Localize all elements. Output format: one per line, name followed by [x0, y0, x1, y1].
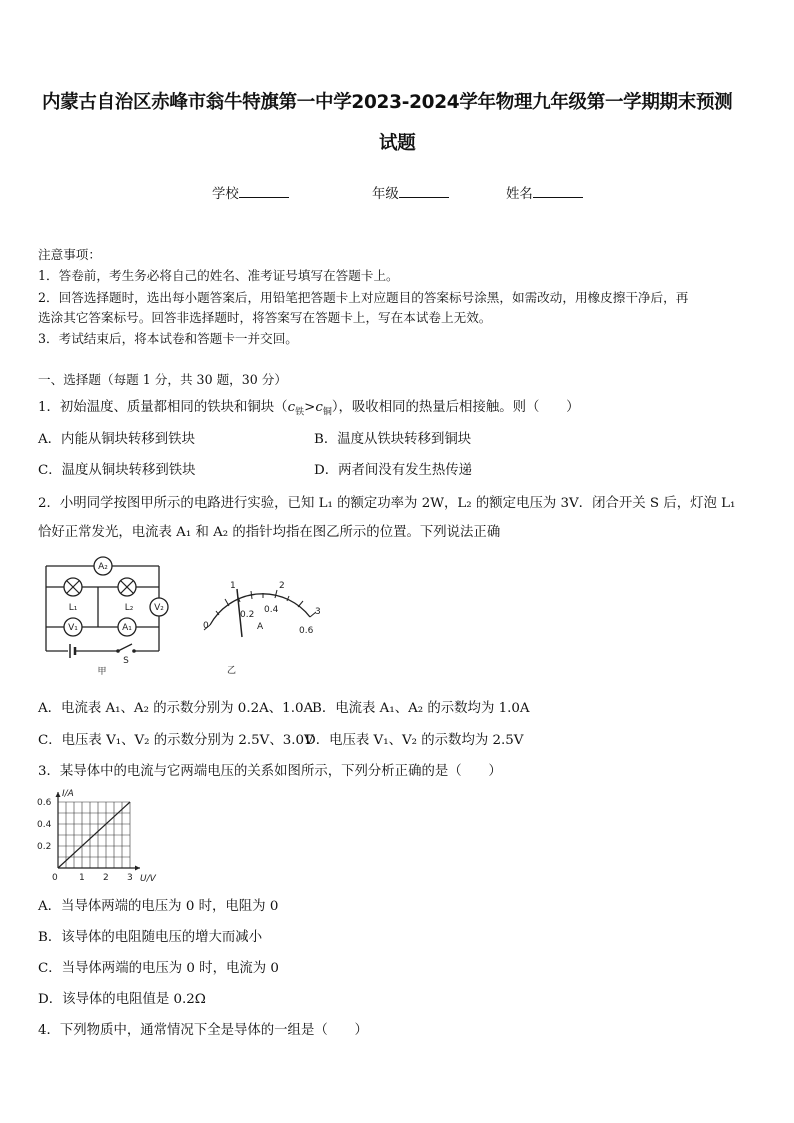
dial-outer-tick: 3: [315, 607, 321, 617]
name-label: 姓名: [506, 187, 533, 202]
option-b: B．电流表 A₁、A₂ 的示数均为 1.0A: [312, 701, 530, 716]
y-axis-label: I/A: [62, 789, 74, 799]
section-heading: 一、选择题（每题 1 分，共 30 题，30 分）: [38, 372, 287, 387]
school-label: 学校: [212, 187, 239, 202]
x-tick-label: 0: [52, 873, 58, 883]
question-3-stem: 3．某导体中的电流与它两端电压的关系如图所示，下列分析正确的是（ ）: [38, 764, 502, 779]
dial-inner-tick: 0: [203, 621, 209, 631]
ammeter-a1-label: A₁: [122, 623, 132, 633]
notice-item: 1．答卷前，考生务必将自己的姓名、准考证号填写在答题卡上。: [38, 268, 399, 283]
dial-inner-tick: 0.2: [240, 610, 255, 620]
school-field: [212, 183, 289, 202]
y-axis-arrow: [56, 792, 61, 797]
ammeter-a2-label: A₂: [98, 562, 108, 572]
notice-item: 3．考试结束后，将本试卷和答题卡一并交回。: [38, 331, 298, 346]
grade-blank: [399, 185, 449, 198]
option-a: A．内能从铜块转移到铁块: [38, 432, 195, 447]
page-title: 内蒙古自治区赤峰市翁牛特旗第一中学2023-2024学年物理九年级第一学期期末预测: [42, 92, 733, 113]
option-b: B．该导体的电阻随电压的增大而减小: [38, 930, 263, 945]
x-tick-label: 1: [79, 873, 85, 883]
y-tick-label: 0.4: [37, 820, 52, 830]
figure-jia-label: 甲: [97, 667, 107, 677]
name-field: [506, 183, 583, 202]
y-tick-label: 0.2: [37, 842, 52, 852]
dial-outer-tick: 1: [230, 581, 236, 591]
option-c: C．电压表 V₁、V₂ 的示数分别为 2.5V、3.0V: [38, 733, 314, 748]
option-d: D．该导体的电阻值是 0.2Ω: [38, 992, 206, 1007]
ammeter-dial-figure: [195, 575, 335, 680]
notice-heading: 注意事项：: [38, 247, 101, 262]
page-title-line2: 试题: [379, 133, 416, 154]
dial-unit: A: [257, 622, 264, 632]
question-4-stem: 4．下列物质中，通常情况下全是导体的一组是（ ）: [38, 1023, 368, 1038]
switch-label: S: [123, 656, 129, 666]
lamp-l1-label: L₁: [68, 603, 78, 613]
voltmeter-v2-label: V₂: [154, 603, 164, 613]
dial-outer-tick: 2: [279, 581, 285, 591]
x-tick-label: 2: [103, 873, 109, 883]
option-d: D．电压表 V₁、V₂ 的示数均为 2.5V: [305, 733, 524, 748]
option-c: C．温度从铜块转移到铁块: [38, 463, 196, 478]
circuit-diagram: [40, 555, 180, 680]
question-2-stem-line2: 恰好正常发光，电流表 A₁ 和 A₂ 的指针均指在图乙所示的位置。下列说法正确: [38, 525, 501, 540]
x-axis-label: U/V: [140, 874, 156, 884]
x-tick-label: 3: [127, 873, 133, 883]
notice-item: 选涂其它答案标号。回答非选择题时，将答案写在答题卡上，写在本试卷上无效。: [38, 310, 492, 325]
dial-inner-tick: 0.4: [264, 605, 279, 615]
option-d: D．两者间没有发生热传递: [314, 463, 473, 478]
question-1-stem: 1．初始温度、质量都相同的铁块和铜块$(c_铁>c_铜)$，吸收相同的热量后相接触。则（ ）: [38, 400, 580, 418]
grade-field: [372, 183, 449, 202]
figure-yi-label: 乙: [227, 666, 237, 676]
notice-item: 2．回答选择题时，选出每小题答案后，用铅笔把答题卡上对应题目的答案标号涂黑，如需改动，用橡皮擦干净后，再: [38, 290, 689, 305]
dial-inner-tick: 0.6: [299, 626, 314, 636]
question-2-stem: 2．小明同学按图甲所示的电路进行实验，已知 L₁ 的额定功率为 2W，L₂ 的额定电压为 3V．闭合开关 S 后，灯泡 L₁: [38, 496, 736, 511]
lamp-l2-label: L₂: [124, 603, 134, 613]
grade-label: 年级: [372, 187, 399, 202]
chart-tick-labels: [37, 798, 133, 883]
voltmeter-v1-label: V₁: [68, 623, 78, 633]
name-blank: [533, 185, 583, 198]
y-tick-label: 0.6: [37, 798, 52, 808]
option-a: A．当导体两端的电压为 0 时，电阻为 0: [38, 899, 279, 914]
x-axis-arrow: [135, 866, 140, 871]
school-blank: [239, 185, 289, 198]
option-b: B．温度从铁块转移到铜块: [314, 432, 472, 447]
iv-chart: [36, 784, 166, 884]
option-a: A．电流表 A₁、A₂ 的示数分别为 0.2A、1.0A: [38, 701, 314, 716]
option-c: C．当导体两端的电压为 0 时，电流为 0: [38, 961, 279, 976]
